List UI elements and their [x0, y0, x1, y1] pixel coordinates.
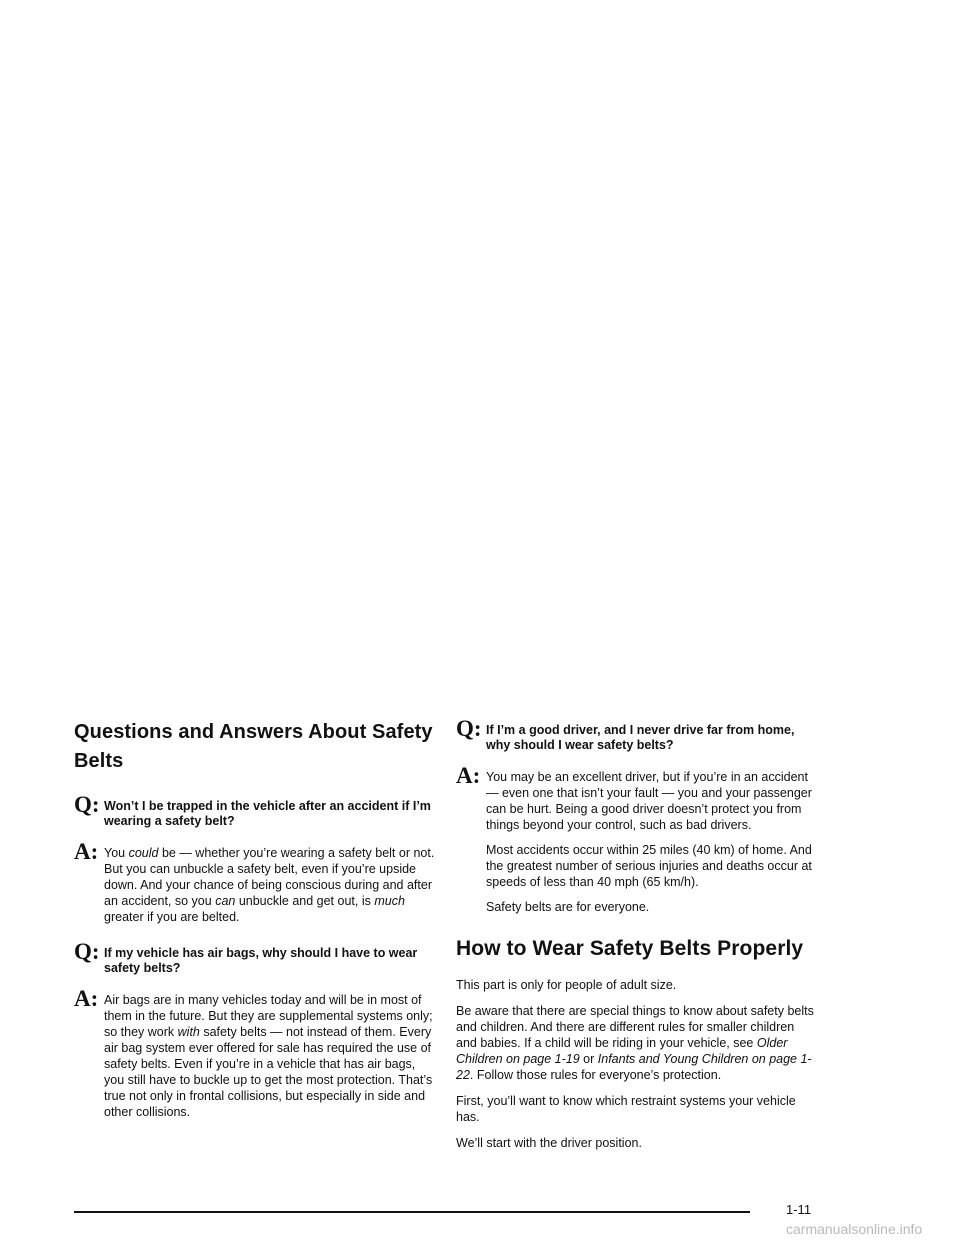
answer-emphasis: much	[374, 894, 405, 908]
section-heading-questions: Questions and Answers About Safety Belts	[74, 721, 433, 772]
answer-2	[74, 988, 436, 1120]
a-mark: A:	[456, 763, 481, 788]
answer-emphasis: could	[128, 846, 159, 860]
a-mark: A:	[74, 839, 99, 864]
answer-emphasis: can	[215, 894, 236, 908]
question-2	[74, 941, 436, 976]
body-paragraph: First, you’ll want to know which restraint systems your vehicle has.	[456, 1094, 796, 1124]
a-mark: A:	[74, 986, 99, 1011]
paragraph-fragment: or	[579, 1052, 598, 1066]
answer-fragment: unbuckle and get out, is	[235, 894, 375, 908]
answer-fragment: Air bags are in many vehicles today and will be in most of them in the future. But they are supplemental systems only; so they work	[104, 993, 433, 1039]
question-text: If I’m a good driver, and I never drive far from home, why should I wear safety belts?	[486, 723, 795, 752]
paragraph-fragment: . Follow those rules for everyone’s protection.	[469, 1068, 722, 1082]
body-paragraph: We’ll start with the driver position.	[456, 1136, 642, 1150]
answer-3	[456, 765, 818, 833]
answer-1	[74, 841, 436, 925]
paragraph-fragment: Be aware that there are special things to know about safety belts and children. And there are different rules for smaller children and babies. If a child will be riding in your vehicle, see	[456, 1004, 814, 1050]
answer-emphasis: with	[177, 1025, 200, 1039]
question-1	[74, 794, 436, 829]
section-heading-how-to-wear: How to Wear Safety Belts Properly	[456, 937, 804, 960]
answer-text	[104, 988, 436, 1120]
body-paragraph: This part is only for people of adult size.	[456, 978, 677, 992]
answer-paragraph: Safety belts are for everyone.	[486, 900, 650, 914]
answer-fragment: You	[104, 846, 129, 860]
answer-fragment: safety belts — not instead of them. Every air bag system ever offered for sale has required the use of safety belts. Even if you’re in a vehicle that has air bags, you still have to buckle up to get the most protection. That’s true not only in frontal collisions, but especially in side and other collisions.	[104, 1025, 433, 1119]
question-text: If my vehicle has air bags, why should I have to wear safety belts?	[104, 946, 418, 975]
answer-fragment: be — whether you’re wearing a safety belt or not. But you can unbuckle a safety belt, even if you’re upside down. And your chance of being conscious during and after an accident, so you	[104, 846, 435, 908]
question-3	[456, 718, 818, 753]
right-column	[456, 718, 818, 1161]
answer-fragment: greater if you are belted.	[104, 910, 240, 924]
footer-rule	[74, 1211, 750, 1213]
left-column	[74, 718, 436, 1136]
cross-reference-infants[interactable]: Infants and Young Children on page 1-22	[456, 1052, 812, 1082]
page-number: 1-11	[786, 1202, 812, 1217]
body-paragraph	[456, 1003, 818, 1083]
question-text: Won’t I be trapped in the vehicle after an accident if I’m wearing a safety belt?	[104, 799, 431, 828]
answer-paragraph: Most accidents occur within 25 miles (40 km) of home. And the greatest number of serious injuries and deaths occur at speeds of less than 40 mph (65 km/h).	[486, 843, 812, 889]
q-mark: Q:	[74, 939, 100, 964]
answer-text: You may be an excellent driver, but if you’re in an accident — even one that isn’t your fault — you and your passenger can be hurt. Being a good driver doesn’t protect you from things beyond your control, such as bad drivers.	[486, 770, 812, 832]
q-mark: Q:	[456, 716, 482, 741]
cross-reference-older-children[interactable]: Older Children on page 1-19	[456, 1036, 788, 1066]
answer-text	[104, 841, 436, 925]
q-mark: Q:	[74, 792, 100, 817]
watermark: carmanualsonline.info	[786, 1221, 923, 1237]
